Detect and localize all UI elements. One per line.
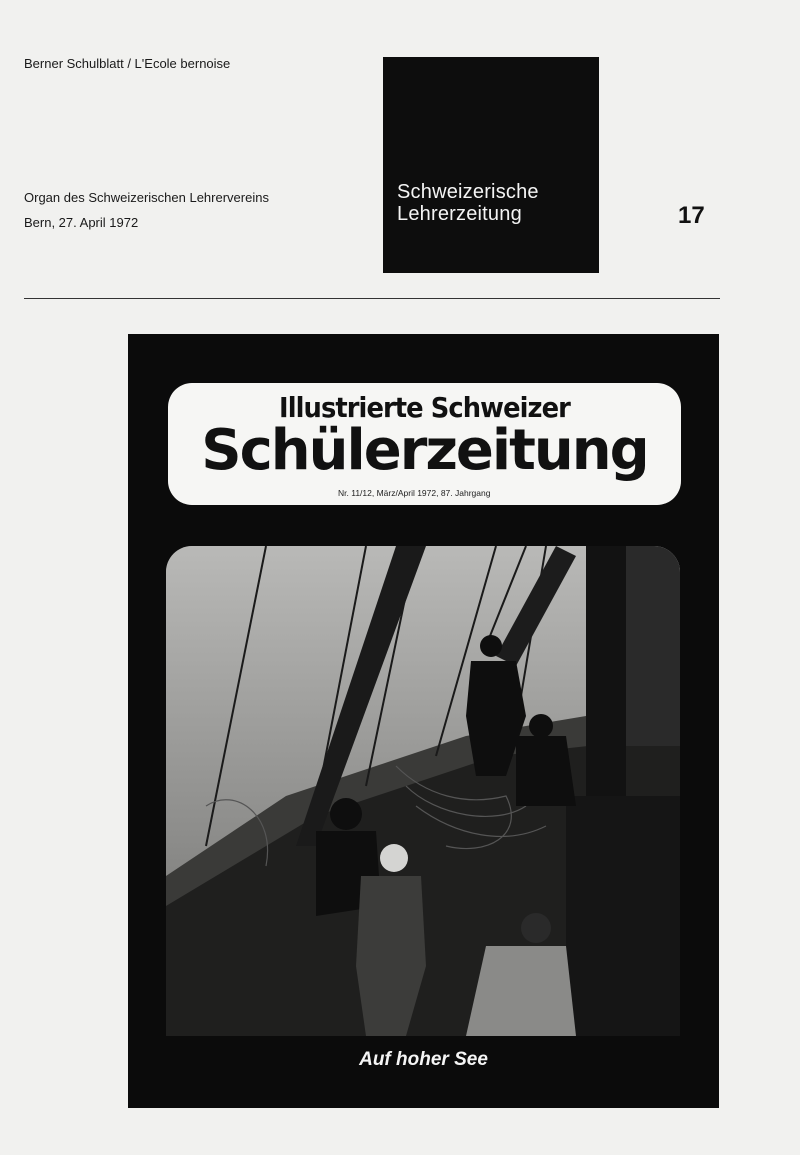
cover-caption: Auf hoher See [359,1049,488,1070]
logo-line-1: Schweizerische [397,181,539,203]
header-divider [24,298,720,299]
organ-line: Organ des Schweizerischen Lehrervereins [24,190,269,205]
journal-logo [383,57,599,273]
cover-photo [166,546,680,1036]
masthead-title: Schülerzeitung [201,418,648,483]
masthead-subtitle: Illustrierte Schweizer [279,391,570,424]
magazine-cover [128,334,719,1108]
logo-line-2: Lehrerzeitung [397,203,522,225]
cover-masthead [168,383,681,505]
masthead-issue-info: Nr. 11/12, März/April 1972, 87. Jahrgang [338,488,491,498]
date-line: Bern, 27. April 1972 [24,215,139,230]
publication-name: Berner Schulblatt / L'Ecole bernoise [24,56,231,71]
issue-number: 17 [678,202,705,229]
fishing-boat-photo [166,546,680,1036]
